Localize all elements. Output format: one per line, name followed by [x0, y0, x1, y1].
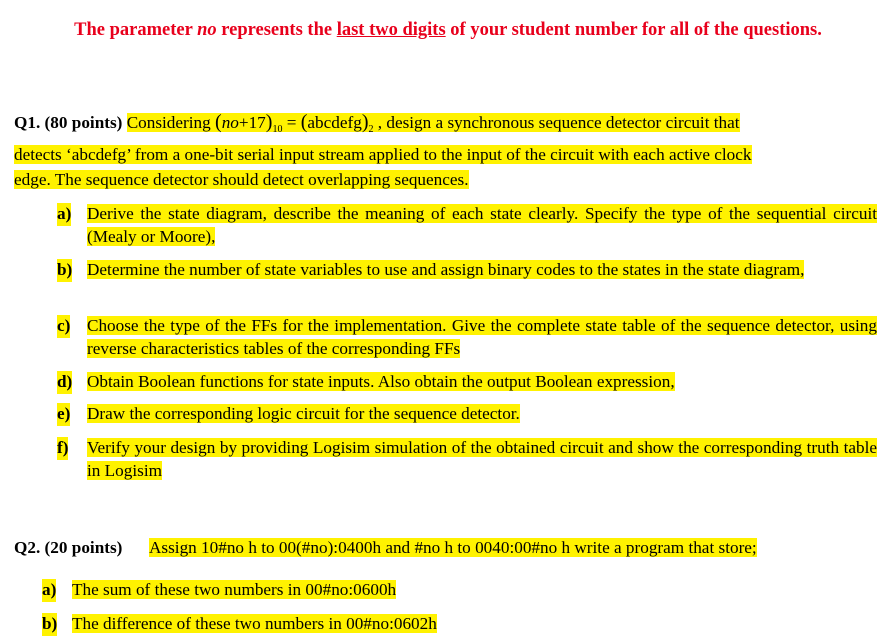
- q1-label: Q1. (80 points): [14, 113, 123, 132]
- q1-line2: detects ‘abcdefg’ from a one-bit serial input stream applied to the input of the circuit with each active clock: [14, 145, 752, 164]
- instruction-banner: The parameter no represents the last two digits of your student number for all of the questions.: [74, 20, 822, 40]
- q1-statement: Q1. (80 points) Considering $(no+17)_{10}$ = $(abcdefg)_2$ , design a synchronous sequence detector circuit that detects ‘abcdefg’ from a one-bit serial input stream applied to the input of the circuit with each active clock edge. The sequence detector should detect overlapping sequences.: [14, 111, 752, 189]
- q1-formula: $(no+17)_{10}$ = $(abcdefg)_2$: [215, 111, 374, 135]
- q1-highlighted-text: Considering $(no+17)_{10}$ = $(abcdefg)_2$: [126, 111, 374, 135]
- q2-label: Q2. (20 points): [14, 538, 123, 557]
- q2-text: Assign 10#no h to 00(#no):0400h and #no h to 0040:00#no h write a program that store;: [149, 538, 757, 557]
- q2-statement: [14, 535, 757, 560]
- banner-underlined: last two digits: [336, 20, 446, 40]
- q1-line3: edge. The sequence detector should detect overlapping sequences.: [14, 170, 469, 189]
- banner-param: no: [197, 20, 217, 40]
